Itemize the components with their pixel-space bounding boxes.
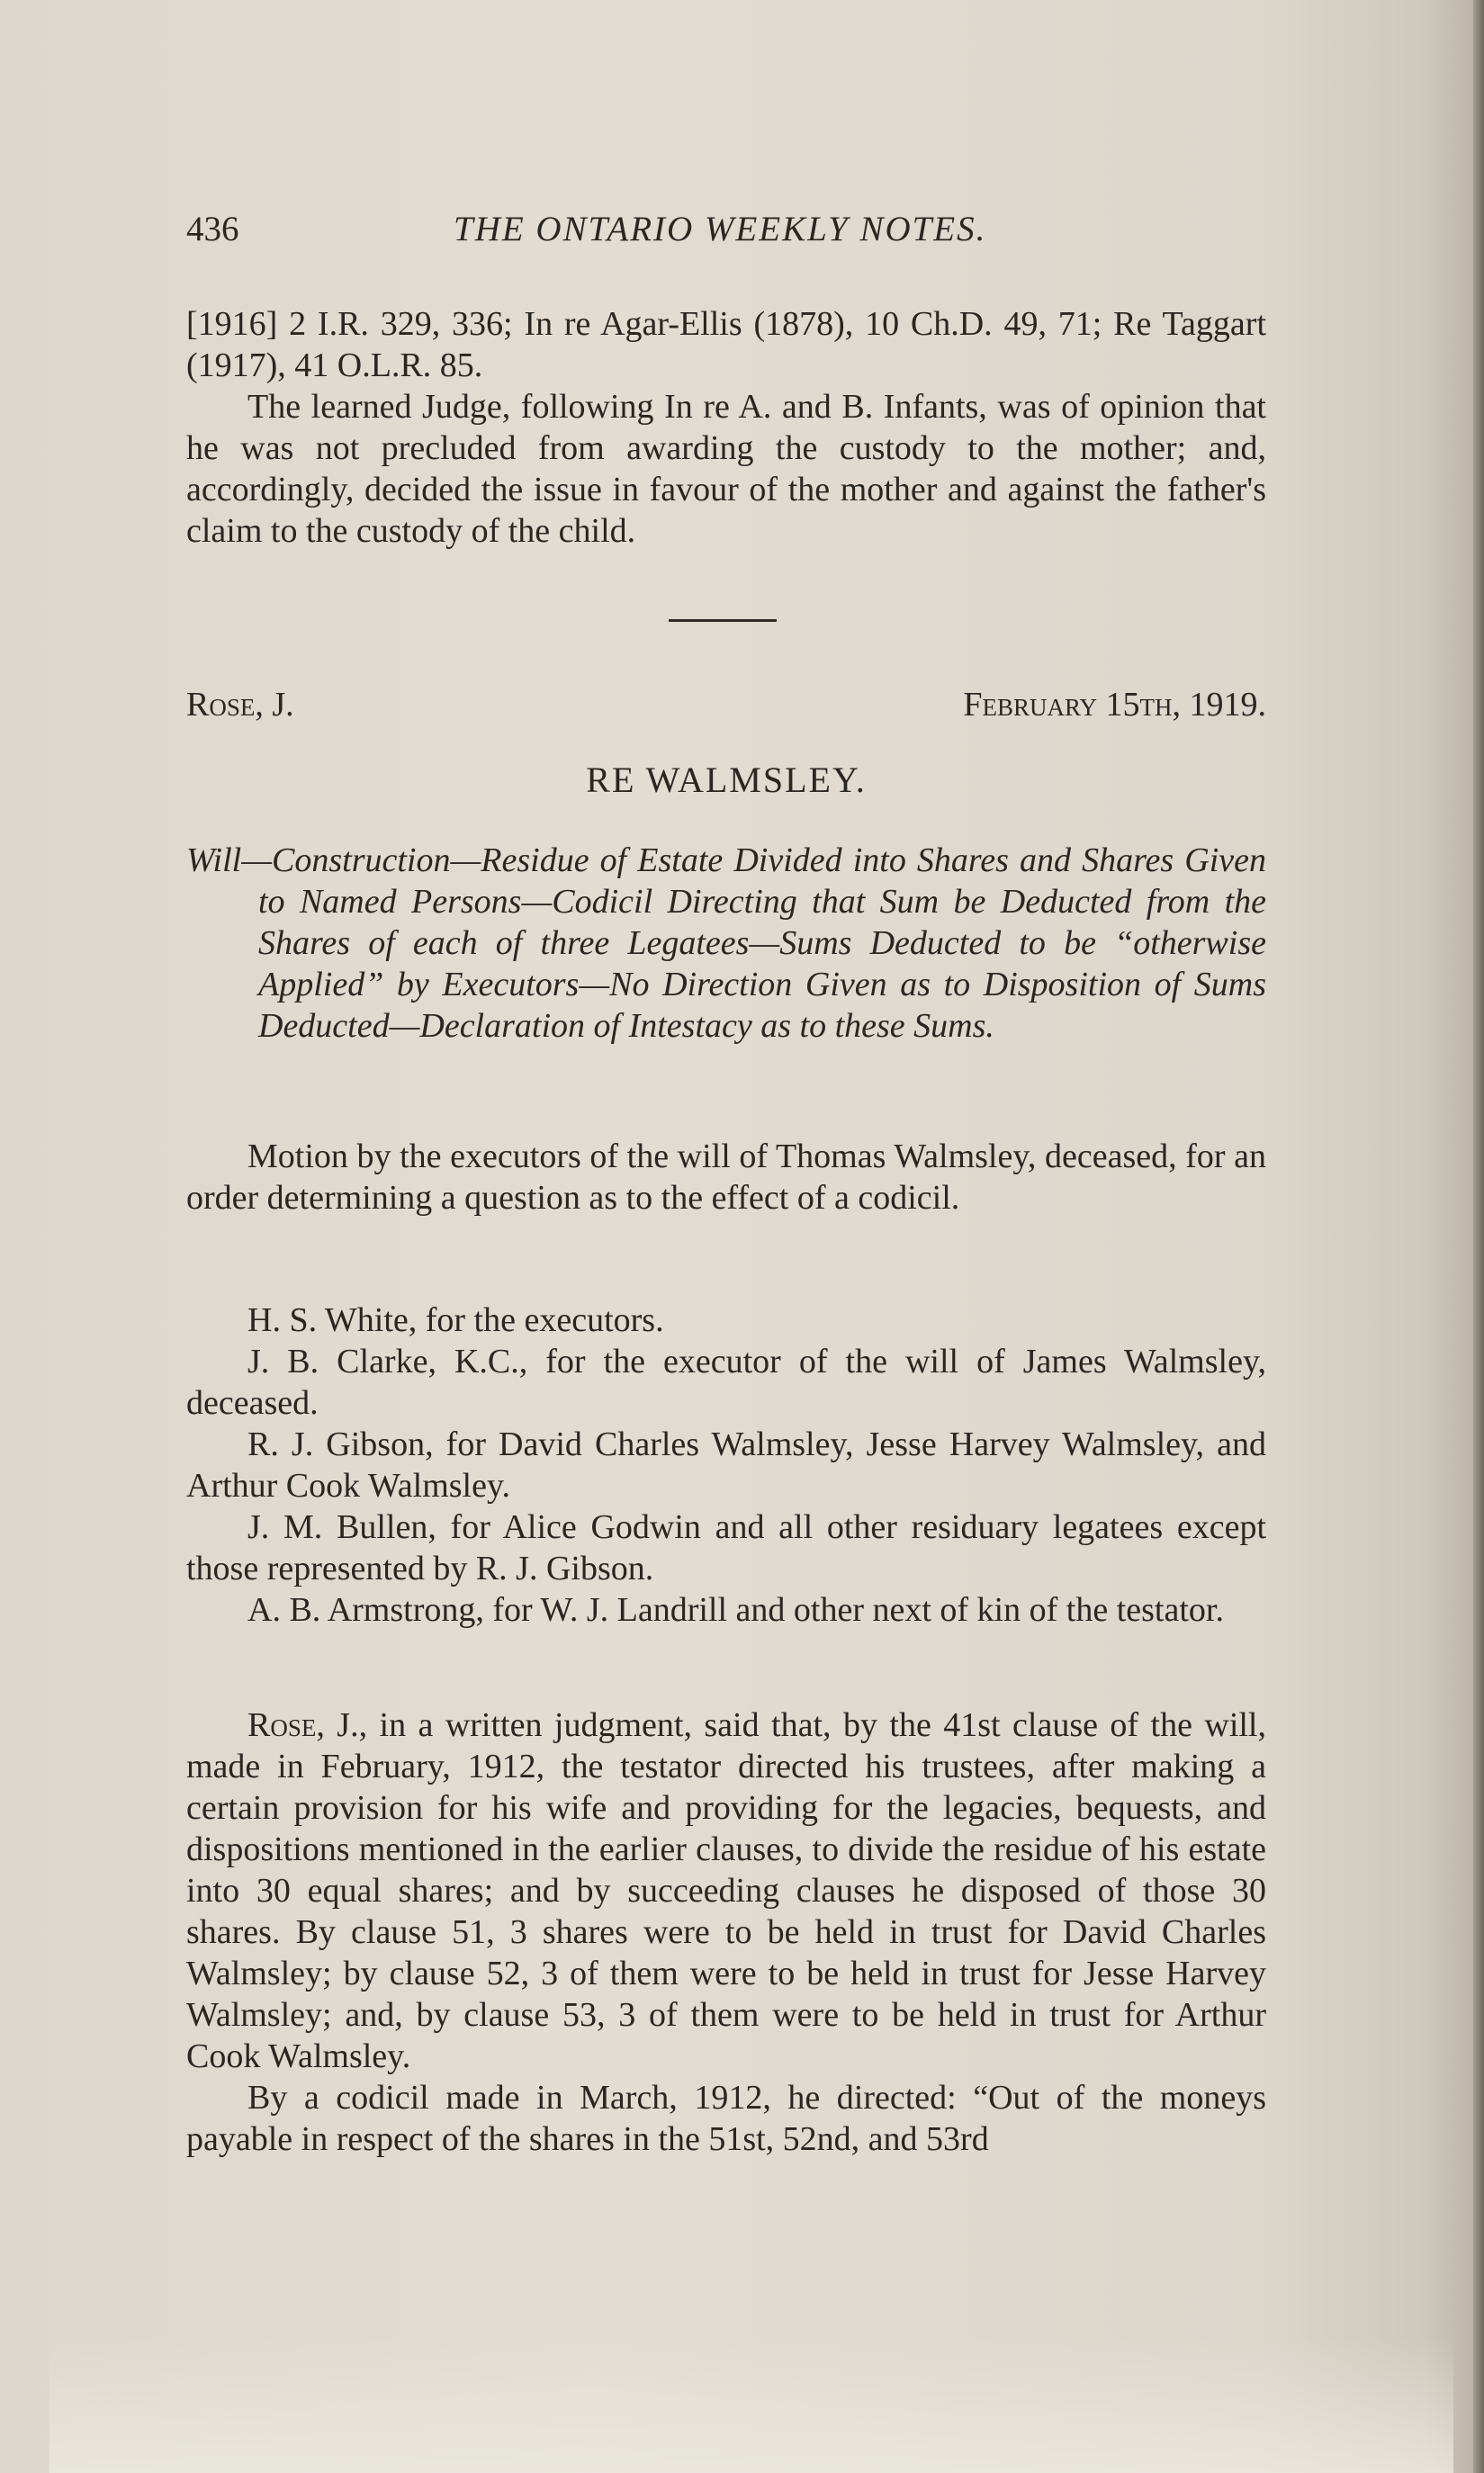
motion-paragraph: Motion by the executors of the will of Thomas Walmsley, deceased, for an order determining a question as to the effect of a codicil.: [186, 1138, 1266, 1217]
page-bottom-fade: [49, 2338, 1453, 2473]
headnote-text: Will—Construction—Residue of Estate Divided into Shares and Shares Given to Named Persons—Codicil Directing that Sum be Deducted from the Shares of each of three Legatees—Sums Deducted to be “otherwise Applied” by Executors—No Direction Given as to Disposition of Sums Deducted—Declaration of Intestacy as to these Sums.: [186, 841, 1266, 1045]
judgment-text: , in a written judgment, said that, by the 41st clause of the will, made in February, 1912, the testator directed his trustees, after making a certain provision for his wife and providing for the legacies, bequests, and dispositions mentioned in the earlier clauses, to divide the residue of his estate into 30 equal shares; and by succeeding clauses he disposed of those 30 shares. By clause 51, 3 shares were to be held in trust for David Charles Walmsley; by clause 52, 3 of them were to be held in trust for Jesse Harvey Walmsley; and, by clause 53, 3 of them were to be held in trust for Arthur Cook Walmsley.: [186, 1706, 1266, 2075]
running-title: THE ONTARIO WEEKLY NOTES.: [454, 210, 987, 248]
counsel-item: J. B. Clarke, K.C., for the executor of the will of James Walmsley, deceased.: [186, 1343, 1266, 1422]
judgment-judge: Rose, J.: [247, 1706, 359, 1744]
counsel-list: [186, 1299, 1266, 1631]
case-date: February 15th, 1919.: [963, 686, 1266, 724]
judgment: [186, 1704, 1266, 2160]
book-spine-shadow: [1473, 0, 1484, 2473]
section-divider: [669, 619, 777, 622]
counsel-item: J. M. Bullen, for Alice Godwin and all other residuary legatees except those represented by R. J. Gibson.: [186, 1508, 1266, 1587]
page-number: 436: [186, 210, 239, 248]
counsel-item: H. S. White, for the executors.: [247, 1301, 664, 1339]
citation-continuation: [1916] 2 I.R. 329, 336; In re Agar-Ellis (1878), 10 Ch.D. 49, 71; Re Taggart (1917), 41 O.L.R. 85.: [186, 305, 1266, 384]
case-title: RE WALMSLEY.: [586, 760, 867, 800]
case-judge: Rose, J.: [186, 686, 294, 724]
page-header: [186, 209, 1266, 263]
headnote: [186, 840, 1266, 1047]
preamble: [186, 303, 1266, 552]
preamble-paragraph: The learned Judge, following In re A. and B. Infants, was of opinion that he was not precluded from awarding the custody to the mother; and, accordingly, decided the issue in favour of the mother and against the father's claim to the custody of the child.: [186, 388, 1266, 550]
judgment-paragraph: [186, 1704, 1266, 2077]
motion: [186, 1136, 1266, 1219]
counsel-item: R. J. Gibson, for David Charles Walmsley, Jesse Harvey Walmsley, and Arthur Cook Walmsley.: [186, 1425, 1266, 1505]
judgment-paragraph: By a codicil made in March, 1912, he directed: “Out of the moneys payable in respect of the shares in the 51st, 52nd, and 53rd: [186, 2079, 1266, 2158]
counsel-item: A. B. Armstrong, for W. J. Landrill and other next of kin of the testator.: [247, 1591, 1224, 1629]
